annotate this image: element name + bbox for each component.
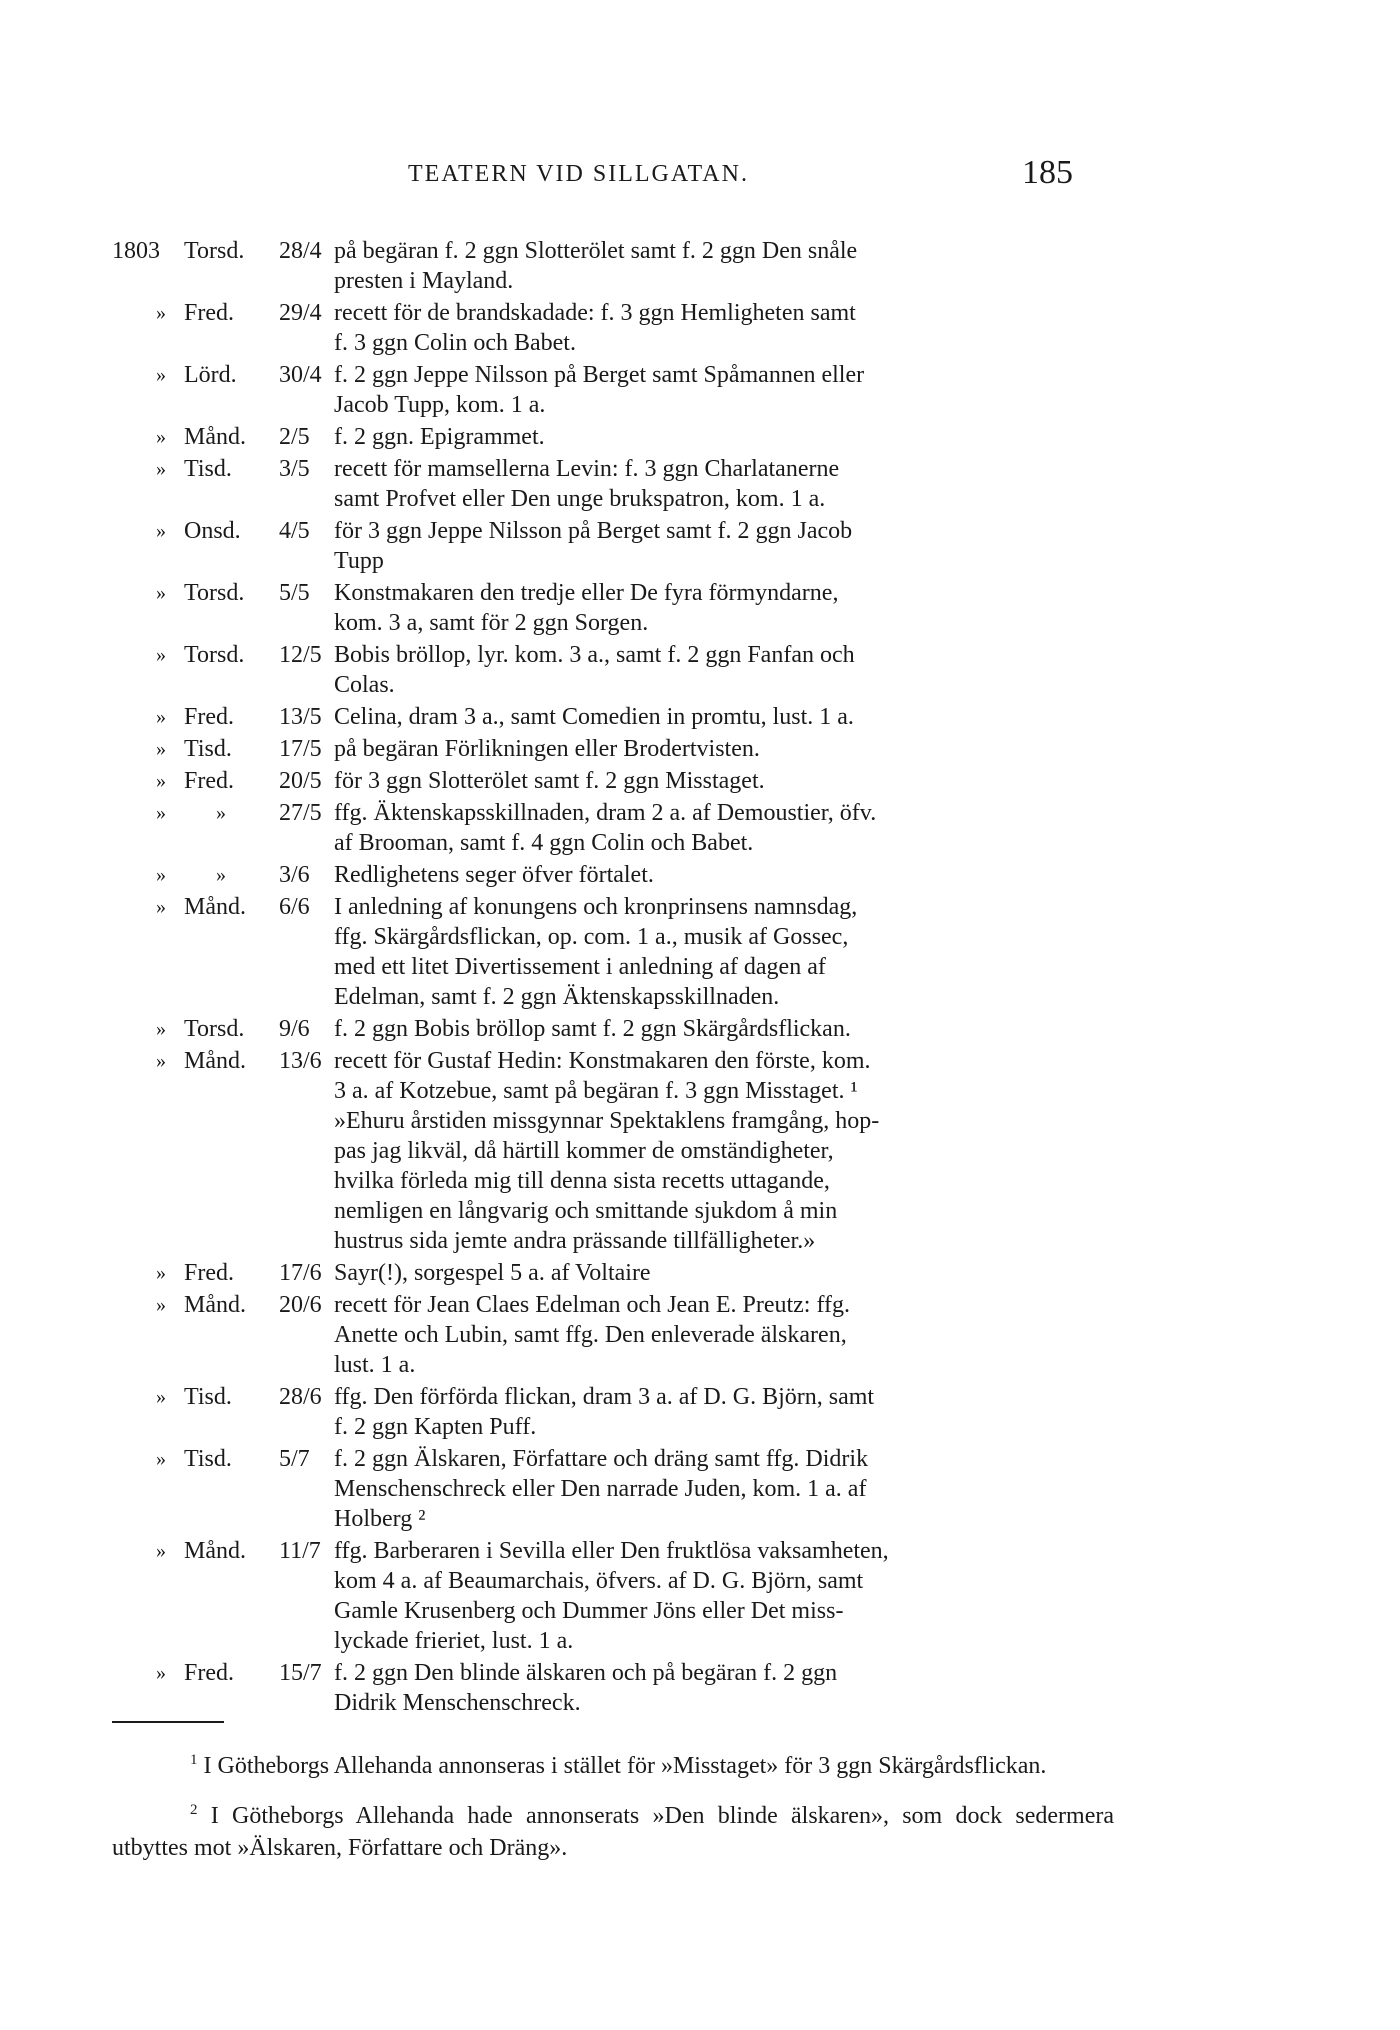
ditto-mark: » [156, 520, 166, 542]
footnote [112, 1794, 1114, 1864]
entry-text: ffg. Barberaren i Sevilla eller Den fruktlösa vaksamheten, kom 4 a. af Beaumarchais, öfvers. af D. G. Björn, samt Gamle Krusenberg och Dummer Jöns eller Det miss- lyckade frieriet, lust. 1 a. [334, 1538, 889, 1654]
entry-date: 30/4 [279, 362, 322, 388]
entry-weekday: Torsd. [184, 1016, 245, 1042]
performance-entry [0, 860, 1400, 890]
performance-entry [0, 640, 1400, 700]
entry-weekday: Månd. [184, 424, 246, 450]
ditto-mark: » [216, 802, 226, 824]
entry-weekday: Fred. [184, 300, 234, 326]
ditto-mark: » [156, 1540, 166, 1562]
performance-entry [0, 454, 1400, 514]
entry-text: recett för Gustaf Hedin: Konstmakaren den förste, kom. 3 a. af Kotzebue, samt på begäran f. 3 ggn Misstaget. ¹ »Ehuru årstiden missgynnar Spektaklens framgång, hop- pas jag likväl, då härtill kommer de omständigheter, hvilka förleda mig till denna sista recetts uttagande, nemligen en långvarig och smittande sjukdom å min hustrus sida jemte andra prässande tillfälligheter.» [334, 1048, 880, 1254]
ditto-mark: » [156, 458, 166, 480]
entry-weekday: Fred. [184, 1660, 234, 1686]
entry-text: recett för de brandskadade: f. 3 ggn Hemligheten samt f. 3 ggn Colin och Babet. [334, 300, 856, 356]
ditto-mark: » [156, 738, 166, 760]
ditto-mark: » [156, 1050, 166, 1072]
entry-weekday: Tisd. [184, 456, 232, 482]
entry-weekday: Månd. [184, 1292, 246, 1318]
entry-date: 2/5 [279, 424, 310, 450]
entry-weekday: Månd. [184, 1538, 246, 1564]
entry-date: 5/7 [279, 1446, 310, 1472]
entry-text: f. 2 ggn Älskaren, Författare och dräng samt ffg. Didrik Menschenschreck eller Den narrade Juden, kom. 1 a. af Holberg ² [334, 1446, 869, 1532]
ditto-mark: » [156, 1294, 166, 1316]
entry-date: 9/6 [279, 1016, 310, 1042]
performance-entry [0, 1536, 1400, 1656]
entry-date: 13/6 [279, 1048, 322, 1074]
page-number: 185 [1022, 154, 1073, 191]
entry-date: 3/6 [279, 862, 310, 888]
entry-weekday: Fred. [184, 704, 234, 730]
entry-text: ffg. Äktenskapsskillnaden, dram 2 a. af Demoustier, öfv. af Brooman, samt f. 4 ggn Colin och Babet. [334, 800, 877, 856]
entry-text: f. 2 ggn Bobis bröllop samt f. 2 ggn Skärgårdsflickan. [334, 1016, 851, 1042]
performance-entry [0, 1258, 1400, 1288]
performance-list [0, 236, 1400, 1720]
entry-text: Konstmakaren den tredje eller De fyra förmyndarne, kom. 3 a, samt för 2 ggn Sorgen. [334, 580, 839, 636]
running-head: TEATERN VID SILLGATAN. [408, 161, 749, 187]
entry-date: 29/4 [279, 300, 322, 326]
footnote [112, 1744, 1114, 1782]
performance-entry [0, 298, 1400, 358]
entry-date: 17/6 [279, 1260, 322, 1286]
ditto-mark: » [216, 864, 226, 886]
performance-entry [0, 1658, 1400, 1718]
ditto-mark: » [156, 1448, 166, 1470]
ditto-mark: » [156, 706, 166, 728]
entry-weekday: Månd. [184, 1048, 246, 1074]
entry-text: f. 2 ggn Den blinde älskaren och på begäran f. 2 ggn Didrik Menschenschreck. [334, 1660, 838, 1716]
footnote-text: I Götheborgs Allehanda annonseras i stället för »Misstaget» för 3 ggn Skärgårdsflickan. [203, 1753, 1047, 1779]
entry-text: Bobis bröllop, lyr. kom. 3 a., samt f. 2 ggn Fanfan och Colas. [334, 642, 855, 698]
entry-weekday: Tisd. [184, 1384, 232, 1410]
entry-text: för 3 ggn Jeppe Nilsson på Berget samt f. 2 ggn Jacob Tupp [334, 518, 853, 574]
ditto-mark: » [156, 864, 166, 886]
performance-entry [0, 798, 1400, 858]
entry-weekday: Tisd. [184, 736, 232, 762]
performance-entry [0, 1444, 1400, 1534]
performance-entry [0, 578, 1400, 638]
ditto-mark: » [156, 1386, 166, 1408]
entry-date: 11/7 [279, 1538, 321, 1564]
footnote-marker: 2 [190, 1802, 198, 1818]
entry-date: 6/6 [279, 894, 310, 920]
performance-entry [0, 892, 1400, 1012]
ditto-mark: » [156, 302, 166, 324]
entry-text: f. 2 ggn. Epigrammet. [334, 424, 545, 450]
performance-entry [0, 236, 1400, 296]
entry-text: på begäran Förlikningen eller Brodertvisten. [334, 736, 760, 762]
entry-weekday: Torsd. [184, 580, 245, 606]
entry-text: recett för Jean Claes Edelman och Jean E. Preutz: ffg. Anette och Lubin, samt ffg. Den enleverade älskaren, lust. 1 a. [334, 1292, 851, 1378]
entry-text: Sayr(!), sorgespel 5 a. af Voltaire [334, 1260, 651, 1286]
entry-weekday: Tisd. [184, 1446, 232, 1472]
footnote-rule [112, 1721, 224, 1723]
performance-entry [0, 1290, 1400, 1380]
entry-weekday: Torsd. [184, 238, 245, 264]
entry-date: 20/6 [279, 1292, 322, 1318]
entry-weekday: Torsd. [184, 642, 245, 668]
entry-date: 4/5 [279, 518, 310, 544]
performance-entry [0, 422, 1400, 452]
performance-entry [0, 734, 1400, 764]
performance-entry [0, 1014, 1400, 1044]
ditto-mark: » [156, 1018, 166, 1040]
ditto-mark: » [156, 644, 166, 666]
entry-date: 17/5 [279, 736, 322, 762]
ditto-mark: » [156, 770, 166, 792]
ditto-mark: » [156, 896, 166, 918]
entry-date: 15/7 [279, 1660, 322, 1686]
ditto-mark: » [156, 426, 166, 448]
entry-text: I anledning af konungens och kronprinsens namnsdag, ffg. Skärgårdsflickan, op. com. 1 a., musik af Gossec, med ett litet Divertissement i anledning af dagen af Edelman, samt f. 2 ggn Äktenskapsskillnaden. [334, 894, 858, 1010]
entry-weekday: Fred. [184, 768, 234, 794]
ditto-mark: » [156, 1662, 166, 1684]
ditto-mark: » [156, 1262, 166, 1284]
entry-date: 28/4 [279, 238, 322, 264]
footnote-text: I Götheborgs Allehanda hade annonserats »Den blinde älskaren», som dock sedermera utbyttes mot »Älskaren, Författare och Dräng». [112, 1803, 1115, 1861]
entry-text: Celina, dram 3 a., samt Comedien in promtu, lust. 1 a. [334, 704, 854, 730]
entry-text: på begäran f. 2 ggn Slotterölet samt f. 2 ggn Den snåle presten i Mayland. [334, 238, 858, 294]
performance-entry [0, 360, 1400, 420]
performance-entry [0, 766, 1400, 796]
entry-weekday: Onsd. [184, 518, 241, 544]
entry-weekday: Lörd. [184, 362, 237, 388]
entry-text: f. 2 ggn Jeppe Nilsson på Berget samt Spåmannen eller Jacob Tupp, kom. 1 a. [334, 362, 865, 418]
ditto-mark: » [156, 364, 166, 386]
entry-date: 28/6 [279, 1384, 322, 1410]
entry-text: för 3 ggn Slotterölet samt f. 2 ggn Misstaget. [334, 768, 765, 794]
ditto-mark: » [156, 582, 166, 604]
entry-date: 12/5 [279, 642, 322, 668]
performance-entry [0, 1046, 1400, 1256]
footnote-marker: 1 [190, 1752, 198, 1768]
entry-weekday: Fred. [184, 1260, 234, 1286]
entry-date: 20/5 [279, 768, 322, 794]
performance-entry [0, 516, 1400, 576]
entry-date: 27/5 [279, 800, 322, 826]
entry-date: 5/5 [279, 580, 310, 606]
footnotes [112, 1744, 1114, 1876]
performance-entry [0, 1382, 1400, 1442]
entry-date: 13/5 [279, 704, 322, 730]
entry-date: 3/5 [279, 456, 310, 482]
entry-text: ffg. Den förförda flickan, dram 3 a. af D. G. Björn, samt f. 2 ggn Kapten Puff. [334, 1384, 875, 1440]
entry-year: 1803 [112, 238, 160, 264]
ditto-mark: » [156, 802, 166, 824]
entry-weekday: Månd. [184, 894, 246, 920]
entry-text: Redlighetens seger öfver förtalet. [334, 862, 654, 888]
entry-text: recett för mamsellerna Levin: f. 3 ggn Charlatanerne samt Profvet eller Den unge brukspatron, kom. 1 a. [334, 456, 840, 512]
performance-entry [0, 702, 1400, 732]
